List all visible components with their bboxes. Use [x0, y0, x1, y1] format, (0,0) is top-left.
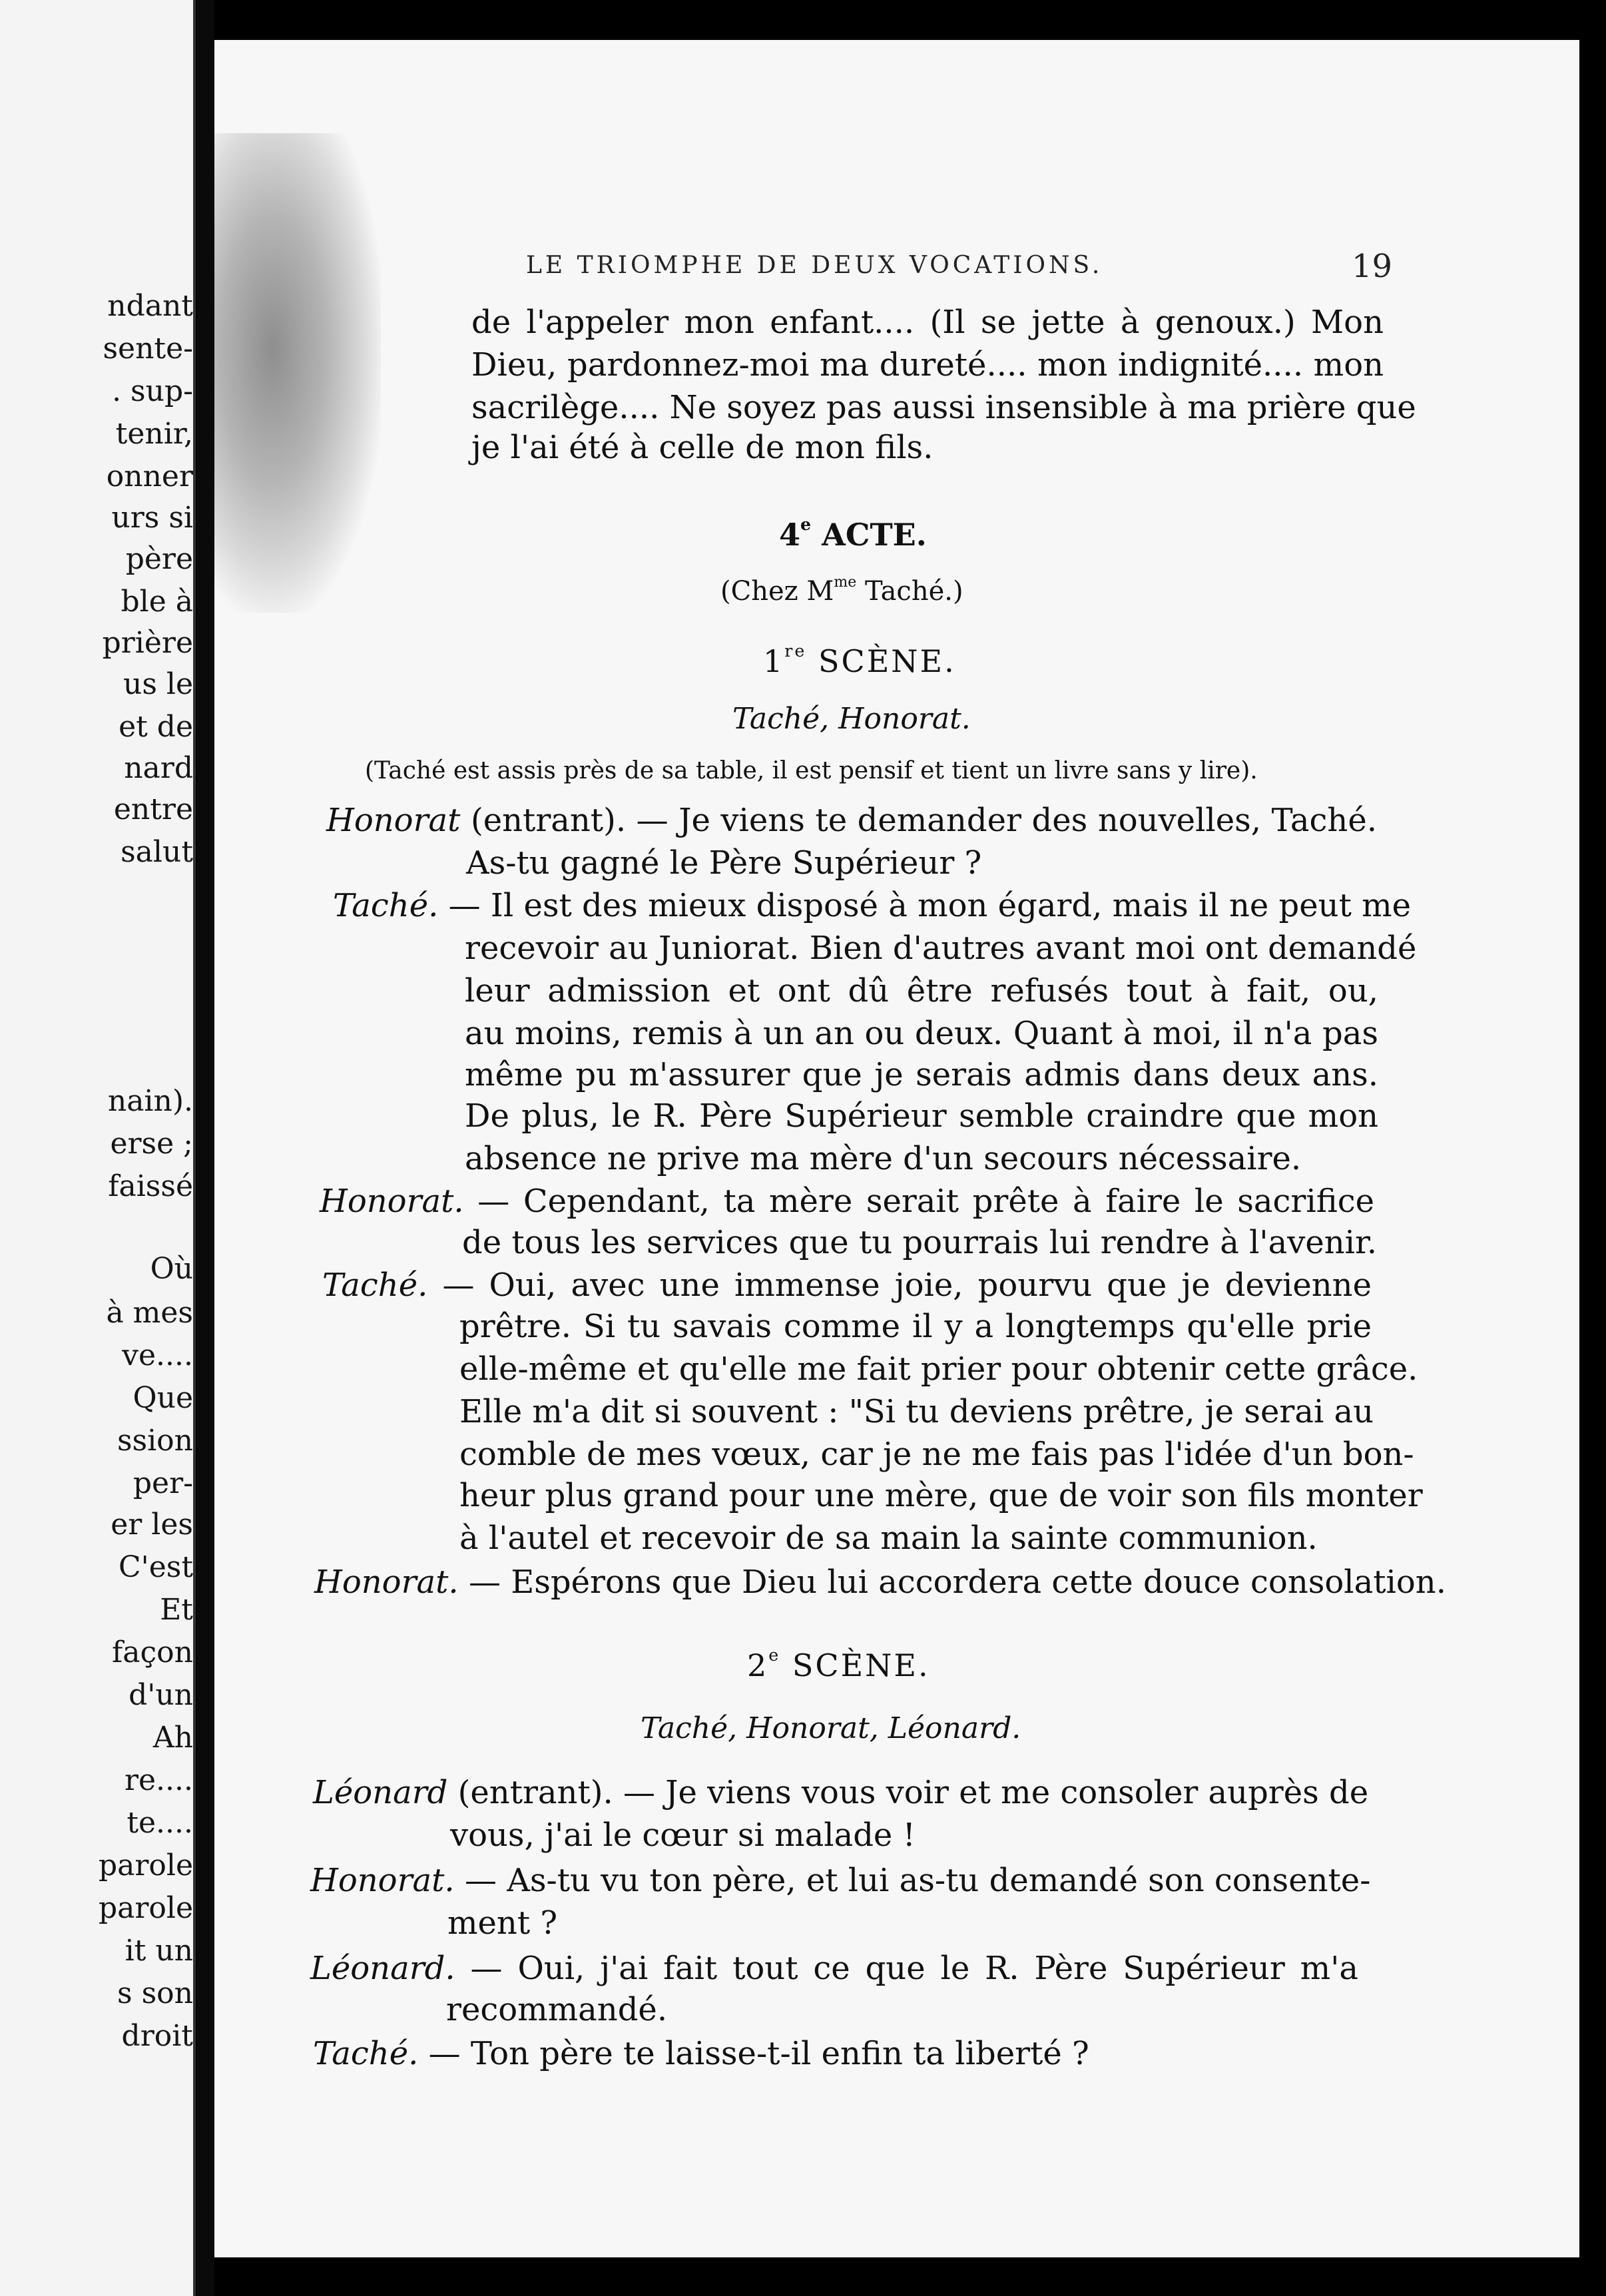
- dialogue-line: [326, 802, 1377, 839]
- dialogue-line: As-tu gagné le Père Supérieur ?: [466, 844, 982, 882]
- facing-page-line: parole: [98, 1891, 193, 1925]
- facing-page-line: et de: [119, 710, 193, 744]
- facing-page-line: Et: [160, 1593, 193, 1627]
- facing-page-line: C'est: [118, 1550, 193, 1584]
- facing-page-line: Que: [133, 1381, 193, 1415]
- speaker-name: Honorat.: [320, 1183, 464, 1220]
- speaker-name: Taché.: [333, 887, 439, 924]
- act-heading: [779, 514, 927, 553]
- scene-number-suffix: re: [784, 641, 807, 661]
- dialogue-text: — Oui, j'ai fait tout ce que le R. Père Supérieur m'a: [455, 1950, 1358, 1987]
- speaker-name: Taché.: [322, 1267, 428, 1304]
- facing-page-line: ve....: [122, 1338, 193, 1372]
- facing-page-line: Où: [150, 1252, 193, 1286]
- facing-page-line: er les: [111, 1508, 193, 1542]
- facing-page-line: à mes: [106, 1296, 193, 1330]
- speaker-name: Honorat.: [314, 1564, 459, 1601]
- facing-page-fragment: [0, 0, 196, 2296]
- facing-page-line: te....: [127, 1806, 193, 1840]
- text-line: sacrilège.... Ne soyez pas aussi insensible à ma prière que: [471, 389, 1416, 426]
- dialogue-text: — Oui, avec une immense joie, pourvu que je devienne: [427, 1267, 1372, 1304]
- dialogue-line: comble de mes vœux, car je ne me fais pas l'idée d'un bon-: [459, 1436, 1414, 1473]
- facing-page-line: parole: [98, 1849, 193, 1882]
- facing-page-line: d'un: [129, 1678, 193, 1712]
- facing-page-line: erse ;: [110, 1127, 193, 1161]
- speaker-name: Honorat: [326, 802, 461, 839]
- setting-prefix: (Chez M: [720, 576, 834, 607]
- dialogue-text: (entrant). — Je viens vous voir et me consoler auprès de: [447, 1774, 1369, 1811]
- speaker-name: Honorat.: [310, 1862, 455, 1899]
- speaker-name: Taché.: [313, 2035, 419, 2072]
- scene-number: 1: [763, 643, 785, 679]
- dialogue-text: (entrant). — Je viens te demander des nouvelles, Taché.: [460, 802, 1377, 839]
- dialogue-line: [322, 1267, 1372, 1304]
- setting-superscript: me: [834, 574, 857, 591]
- act-number: 4: [779, 517, 801, 553]
- scene-word: SCÈNE.: [818, 643, 956, 679]
- facing-page-line: . sup-: [112, 374, 193, 408]
- facing-page-line: re....: [124, 1763, 193, 1797]
- dialogue-line: de tous les services que tu pourrais lui rendre à l'avenir.: [462, 1224, 1377, 1261]
- dialogue-line: même pu m'assurer que je serais admis dans deux ans.: [465, 1056, 1378, 1093]
- book-gutter: [197, 0, 214, 2296]
- facing-page-line: faissé: [108, 1169, 193, 1203]
- dialogue-line: à l'autel et recevoir de sa main la sainte communion.: [459, 1520, 1318, 1557]
- text-line: de l'appeler mon enfant.... (Il se jette à genoux.) Mon: [471, 304, 1384, 341]
- facing-page-line: nain).: [107, 1084, 193, 1118]
- facing-page-line: sente-: [103, 332, 193, 366]
- facing-page-line: s son: [117, 1976, 193, 2010]
- setting-suffix: Taché.): [856, 576, 963, 607]
- act-setting: [720, 574, 963, 607]
- dialogue-text: — Ton père te laisse-t-il enfin ta liberté ?: [418, 2035, 1089, 2072]
- scene-word: SCÈNE.: [792, 1647, 930, 1683]
- facing-page-line: nard: [124, 751, 193, 785]
- scene-characters: Taché, Honorat, Léonard.: [641, 1711, 1021, 1745]
- scene-heading: [763, 641, 956, 679]
- scene-number-suffix: e: [768, 1645, 781, 1665]
- dialogue-line: prêtre. Si tu savais comme il y a longtemps qu'elle prie: [459, 1308, 1372, 1345]
- dialogue-line: vous, j'ai le cœur si malade !: [450, 1817, 916, 1854]
- dialogue-line: De plus, le R. Père Supérieur semble craindre que mon: [465, 1097, 1378, 1135]
- facing-page-line: per-: [133, 1466, 193, 1500]
- text-line: Dieu, pardonnez-moi ma dureté.... mon indignité.... mon: [471, 346, 1384, 384]
- stage-direction: (Taché est assis près de sa table, il est pensif et tient un livre sans y lire).: [365, 757, 1258, 784]
- dialogue-line: recommandé.: [446, 1991, 668, 2028]
- dialogue-line: heur plus grand pour une mère, que de voir son fils monter: [459, 1477, 1423, 1514]
- text-line: je l'ai été à celle de mon fils.: [471, 429, 934, 466]
- scene-heading: [747, 1645, 930, 1683]
- dialogue-line: [310, 1950, 1358, 1987]
- dialogue-line: au moins, remis à un an ou deux. Quant à moi, il n'a pas: [465, 1015, 1378, 1052]
- dialogue-line: [313, 2035, 1089, 2072]
- act-word: ACTE.: [822, 517, 927, 553]
- dialogue-line: leur admission et ont dû être refusés tout à fait, ou,: [465, 972, 1378, 1009]
- dialogue-text: — As-tu vu ton père, et lui as-tu demandé son consente-: [454, 1862, 1371, 1899]
- dialogue-line: absence ne prive ma mère d'un secours nécessaire.: [465, 1140, 1302, 1177]
- facing-page-line: tenir,: [115, 417, 193, 451]
- dialogue-line: recevoir au Juniorat. Bien d'autres avant moi ont demandé: [465, 930, 1417, 967]
- dialogue-text: — Cependant, ta mère serait prête à faire le sacrifice: [463, 1183, 1374, 1220]
- facing-page-line: droit: [121, 2019, 193, 2053]
- facing-page-line: père: [125, 542, 193, 576]
- facing-page-line: entre: [113, 792, 193, 826]
- scene-characters: Taché, Honorat.: [732, 702, 971, 736]
- dialogue-text: — Il est des mieux disposé à mon égard, mais il ne peut me: [438, 887, 1412, 924]
- speaker-name: Léonard.: [310, 1950, 455, 1987]
- speaker-name: Léonard: [313, 1774, 448, 1811]
- page-number: 19: [1352, 248, 1393, 285]
- facing-page-line: Ah: [152, 1721, 193, 1755]
- paper-stain: [214, 133, 381, 613]
- scene-number: 2: [747, 1647, 769, 1683]
- dialogue-line: [314, 1564, 1446, 1601]
- running-head: LE TRIOMPHE DE DEUX VOCATIONS.: [526, 252, 1103, 279]
- facing-page-line: ble à: [121, 585, 193, 619]
- dialogue-line: [333, 887, 1412, 924]
- dialogue-line: [320, 1183, 1374, 1220]
- dialogue-line: Elle m'a dit si souvent : "Si tu deviens prêtre, je serai au: [459, 1393, 1374, 1430]
- facing-page-line: façon: [112, 1635, 193, 1669]
- facing-page-line: ssion: [117, 1424, 193, 1458]
- facing-page-line: us le: [123, 667, 193, 701]
- facing-page-line: urs si: [111, 501, 193, 535]
- facing-page-line: it un: [125, 1934, 193, 1968]
- dialogue-line: elle-même et qu'elle me fait prier pour obtenir cette grâce.: [459, 1350, 1418, 1388]
- facing-page-line: salut: [121, 835, 193, 869]
- act-number-suffix: e: [800, 514, 812, 535]
- dialogue-line: [313, 1774, 1369, 1811]
- facing-page-line: prière: [102, 626, 193, 660]
- dialogue-line: [310, 1862, 1371, 1899]
- facing-page-line: onner: [106, 459, 193, 493]
- facing-page-line: ndant: [107, 289, 193, 323]
- dialogue-line: ment ?: [447, 1904, 558, 1942]
- dialogue-text: — Espérons que Dieu lui accordera cette douce consolation.: [458, 1564, 1446, 1601]
